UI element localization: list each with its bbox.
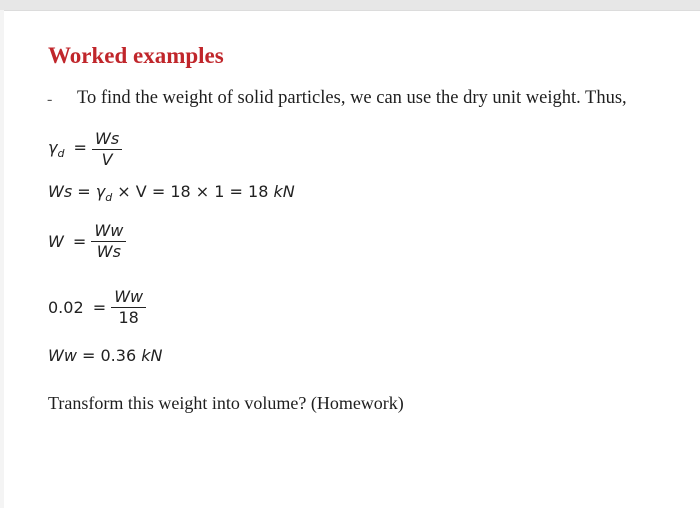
document-page xyxy=(4,10,700,508)
equation-lhs: 0.02 xyxy=(48,298,84,317)
equation-lhs: Ws xyxy=(48,182,73,201)
fraction-denominator: V xyxy=(101,150,113,169)
equation-substitution xyxy=(48,287,146,328)
fraction xyxy=(91,221,126,262)
equation-result xyxy=(48,346,162,365)
equation-solid-weight xyxy=(48,182,295,204)
page-title: Worked examples xyxy=(48,43,224,68)
equals-sign: = xyxy=(82,346,96,365)
equals-sign: = xyxy=(72,232,87,251)
fraction-numerator: Ws xyxy=(92,129,122,150)
unit-label: kN xyxy=(141,346,163,365)
equation-water-content xyxy=(48,221,126,262)
result-value: 0.36 xyxy=(100,346,137,365)
fraction-numerator: Ww xyxy=(91,221,126,242)
gamma-subscript: d xyxy=(57,147,65,161)
top-bar xyxy=(0,0,700,10)
bullet-marker: - xyxy=(47,91,53,108)
equation-lhs: W xyxy=(48,232,64,251)
fraction xyxy=(92,129,122,170)
unit-label: kN xyxy=(273,182,295,201)
bullet-text: To find the weight of solid particles, we can use the dry unit weight. Thus, xyxy=(77,88,627,108)
homework-text: Transform this weight into volume? (Homework) xyxy=(48,393,404,413)
fraction-denominator: Ws xyxy=(96,242,121,261)
equals-sign: = xyxy=(92,298,107,317)
fraction-denominator: 18 xyxy=(118,308,139,327)
fraction-numerator: Ww xyxy=(111,287,146,308)
fraction xyxy=(111,287,146,328)
equals-sign: = xyxy=(77,182,91,201)
gamma-symbol: γ xyxy=(48,138,58,158)
equation-rhs: × V = 18 × 1 = 18 xyxy=(117,182,269,201)
gamma-symbol: γ xyxy=(95,182,106,201)
equation-dry-unit-weight xyxy=(48,129,122,170)
gamma-subscript: d xyxy=(105,191,113,205)
equals-sign: = xyxy=(73,138,87,158)
equation-lhs: Ww xyxy=(48,346,77,365)
